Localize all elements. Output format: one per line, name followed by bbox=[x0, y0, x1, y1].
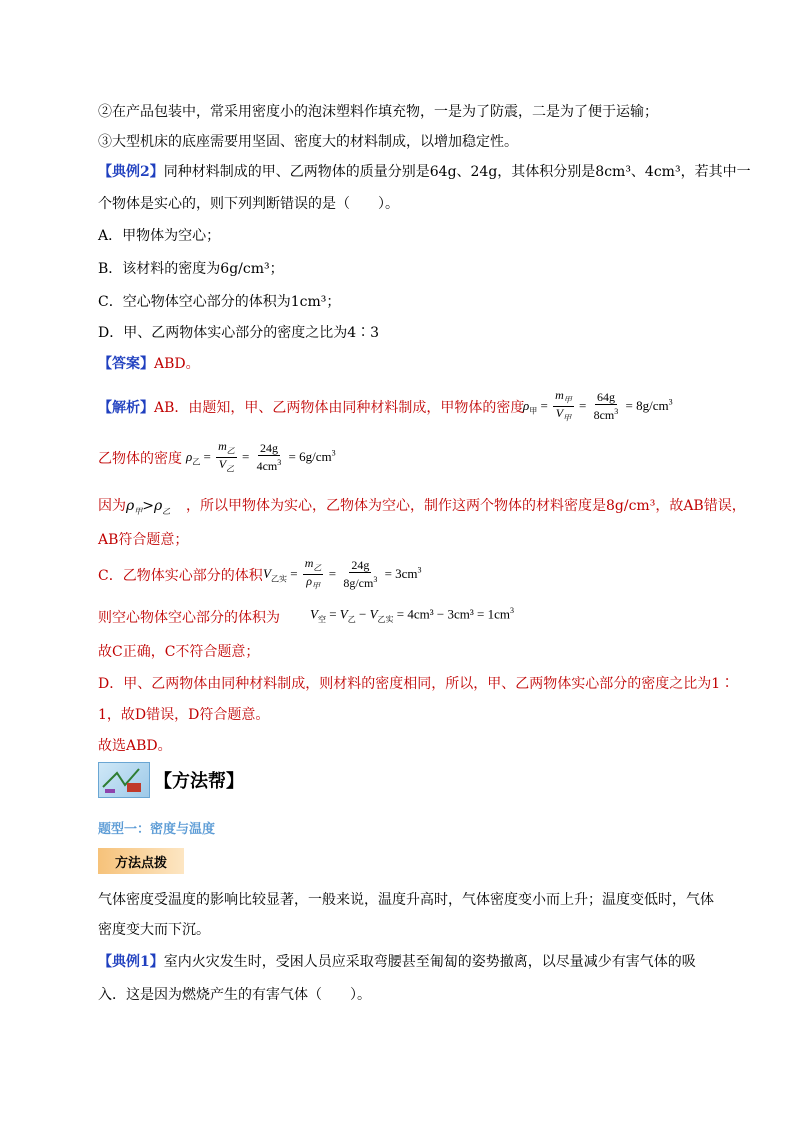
analysis-tag: 【解析】 bbox=[98, 400, 154, 416]
equals-sign: = bbox=[329, 606, 337, 622]
subscript: 乙 bbox=[226, 446, 235, 456]
subscript: 甲 bbox=[563, 413, 572, 423]
analysis-text: ，所以甲物体为实心，乙物体为空心，制作这两个物体的材料密度是8g/cm³，故AB错误， bbox=[186, 498, 746, 514]
v-symbol: V bbox=[218, 457, 227, 472]
question-text: 同种材料制成的甲、乙两物体的质量分别是64g、24g，其体积分别是8cm³、4cm³，若其中一 bbox=[163, 164, 751, 180]
analysis-line-2: 乙物体的密度 bbox=[98, 451, 182, 467]
type-heading: 题型一：密度与温度 bbox=[98, 822, 216, 837]
rho-symbol: ρ bbox=[126, 498, 135, 514]
m-symbol: m bbox=[555, 388, 564, 402]
fraction bbox=[216, 440, 237, 476]
analysis-line-4: AB符合题意； bbox=[98, 532, 189, 548]
m-symbol: m bbox=[304, 556, 314, 570]
text-line: 入．这是因为燃烧产生的有害气体（ ）。 bbox=[98, 987, 371, 1003]
result: = 8g/cm bbox=[625, 397, 669, 413]
cube-sup: 3 bbox=[614, 407, 619, 417]
rho-compare bbox=[126, 496, 186, 522]
option-c: C．空心物体空心部分的体积为1cm³； bbox=[98, 294, 341, 310]
equals-sign: = bbox=[203, 448, 211, 464]
example-tag: 【典例1】 bbox=[98, 954, 164, 970]
volume-yi-formula bbox=[263, 557, 422, 593]
denominator: 8cm bbox=[593, 408, 615, 423]
fraction bbox=[255, 442, 284, 473]
analysis-line-7: 故C正确，C不符合题意； bbox=[98, 644, 260, 660]
m-symbol: m bbox=[218, 439, 227, 453]
analysis-text: 因为 bbox=[98, 498, 126, 514]
cube-sup: 3 bbox=[331, 448, 336, 458]
subscript: 乙 bbox=[162, 506, 171, 516]
numerator: 24g bbox=[351, 558, 370, 573]
subscript: 甲 bbox=[563, 395, 572, 405]
subscript: 甲 bbox=[312, 581, 321, 591]
banner-title: 【方法帮】 bbox=[154, 771, 244, 792]
denominator: 4cm bbox=[256, 459, 278, 474]
v-symbol: V bbox=[339, 606, 348, 622]
method-banner bbox=[98, 762, 244, 798]
cube-sup: 3 bbox=[509, 606, 514, 615]
example-1-question bbox=[98, 952, 696, 972]
fraction bbox=[553, 389, 574, 425]
rho-symbol: ρ bbox=[186, 448, 193, 464]
example-2-question bbox=[98, 162, 751, 182]
result: = 4cm³ − 3cm³ = 1cm bbox=[396, 606, 510, 622]
analysis-line-3 bbox=[98, 496, 746, 522]
text-line: 个物体是实心的，则下列判断错误的是（ ）。 bbox=[98, 196, 399, 212]
method-text-1: 气体密度受温度的影响比较显著，一般来说，温度升高时，气体密度变小而上升；温度变低时，气体 bbox=[98, 892, 714, 908]
volume-empty-formula bbox=[310, 606, 514, 625]
analysis-line-1 bbox=[98, 398, 524, 418]
result: = 6g/cm bbox=[288, 448, 332, 464]
analysis-line-8: D．甲、乙两物体由同种材料制成，则材料的密度相同，所以，甲、乙两物体实心部分的密度之比为1∶ bbox=[98, 676, 735, 692]
subscript: 空 bbox=[317, 614, 326, 624]
example-tag: 【典例2】 bbox=[98, 164, 164, 180]
analysis-line-5: C．乙物体实心部分的体积 bbox=[98, 568, 263, 584]
answer-value: ABD。 bbox=[154, 356, 200, 372]
fraction bbox=[592, 391, 621, 422]
cube-sup: 3 bbox=[277, 458, 282, 468]
cube-sup: 3 bbox=[373, 575, 378, 585]
analysis-text: AB．由题知，甲、乙两物体由同种材料制成，甲物体的密度 bbox=[154, 400, 525, 416]
density-yi-formula bbox=[186, 440, 336, 476]
denominator: 8g/cm bbox=[343, 576, 374, 591]
text-line: ③大型机床的底座需要用坚固、密度大的材料制成，以增加稳定性。 bbox=[98, 134, 518, 150]
subscript: 乙 bbox=[270, 574, 279, 584]
subscript: 甲 bbox=[529, 406, 538, 416]
equals-sign: = bbox=[328, 565, 337, 581]
fraction bbox=[341, 559, 379, 590]
equals-sign: = bbox=[242, 448, 250, 464]
numerator: 24g bbox=[259, 441, 278, 456]
conclusion: 故选ABD。 bbox=[98, 738, 172, 754]
book-icon bbox=[98, 762, 150, 798]
equals-sign: = bbox=[540, 397, 548, 413]
rho-symbol: ρ bbox=[523, 397, 530, 413]
rho-symbol: ρ bbox=[153, 498, 163, 514]
equals-sign: = bbox=[290, 565, 298, 581]
method-text-2: 密度变大而下沉。 bbox=[98, 922, 210, 938]
answer-tag: 【答案】 bbox=[98, 356, 154, 372]
subscript: 乙 bbox=[347, 614, 356, 624]
analysis-line-6: 则空心物体空心部分的体积为 bbox=[98, 610, 280, 626]
subscript: 乙 bbox=[313, 563, 322, 573]
subscript: 实 bbox=[385, 614, 394, 624]
option-d: D．甲、乙两物体实心部分的密度之比为4∶3 bbox=[98, 325, 380, 341]
density-jia-formula bbox=[523, 389, 673, 425]
v-symbol: V bbox=[263, 565, 271, 581]
cube-sup: 3 bbox=[417, 565, 422, 575]
analysis-line-9: 1，故D错误，D符合题意。 bbox=[98, 707, 270, 723]
cube-sup: 3 bbox=[668, 397, 673, 407]
answer bbox=[98, 354, 200, 374]
v-symbol: V bbox=[310, 606, 318, 622]
fraction bbox=[303, 557, 324, 593]
subscript: 乙 bbox=[192, 457, 201, 467]
v-symbol: V bbox=[555, 406, 564, 421]
book-illustration bbox=[99, 763, 149, 797]
v-symbol: V bbox=[369, 606, 378, 622]
option-a: A．甲物体为空心； bbox=[98, 228, 221, 244]
option-b: B．该材料的密度为6g/cm³； bbox=[98, 261, 284, 277]
subscript: 甲 bbox=[134, 506, 143, 516]
result: = 3cm bbox=[384, 565, 418, 581]
minus-sign: − bbox=[359, 606, 367, 622]
question-text: 室内火灾发生时，受困人员应采取弯腰甚至匍匐的姿势撤离，以尽量减少有害气体的吸 bbox=[163, 954, 696, 970]
subscript: 乙 bbox=[226, 464, 235, 474]
text-line: ②在产品包装中，常采用密度小的泡沫塑料作填充物，一是为了防震，二是为了便于运输； bbox=[98, 104, 658, 120]
equals-sign: = bbox=[579, 397, 587, 413]
rho-symbol: ρ bbox=[306, 574, 313, 589]
subscript: 实 bbox=[278, 574, 287, 584]
method-tip-label: 方法点拨 bbox=[98, 848, 184, 874]
numerator: 64g bbox=[596, 390, 615, 405]
gt-sign: > bbox=[142, 498, 154, 514]
subscript: 乙 bbox=[377, 614, 386, 624]
